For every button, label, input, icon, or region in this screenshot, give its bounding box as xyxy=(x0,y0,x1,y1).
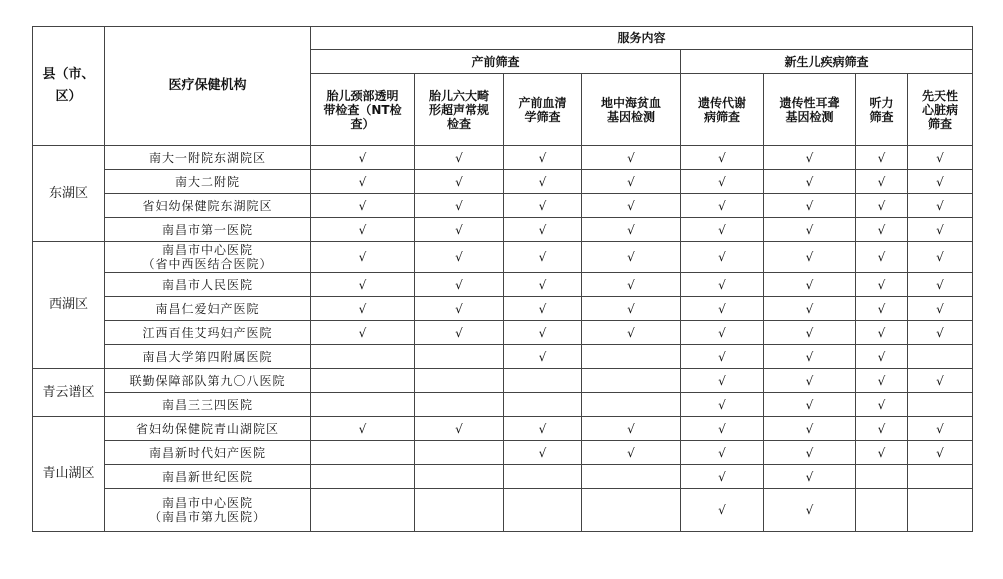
institution-name: 省妇幼保健院青山湖院区 xyxy=(105,417,311,441)
check-mark-cell: √ xyxy=(764,194,856,218)
check-mark-cell xyxy=(415,489,504,532)
check-mark-cell: √ xyxy=(764,146,856,170)
check-mark-cell: √ xyxy=(856,417,908,441)
check-mark-cell: √ xyxy=(582,218,681,242)
check-mark-cell xyxy=(582,345,681,369)
check-mark-cell: √ xyxy=(311,194,415,218)
check-mark-cell: √ xyxy=(311,321,415,345)
check-mark-cell xyxy=(582,489,681,532)
check-mark-cell: √ xyxy=(681,273,764,297)
check-mark-cell: √ xyxy=(504,273,582,297)
table-row xyxy=(33,297,973,321)
check-mark-cell: √ xyxy=(764,369,856,393)
check-mark-cell: √ xyxy=(856,369,908,393)
check-mark-cell: √ xyxy=(856,242,908,273)
institution-name: 南昌三三四医院 xyxy=(105,393,311,417)
check-mark-cell: √ xyxy=(908,297,973,321)
check-mark-cell xyxy=(504,393,582,417)
header-item-deafness: 遗传性耳聋基因检测 xyxy=(764,74,856,146)
check-mark-cell: √ xyxy=(681,393,764,417)
header-county: 县（市、区） xyxy=(33,27,105,146)
institution-name: 南昌市中心医院 （南昌市第九医院） xyxy=(105,489,311,532)
check-mark-cell xyxy=(311,441,415,465)
check-mark-cell: √ xyxy=(908,417,973,441)
check-mark-cell xyxy=(504,369,582,393)
county-cell: 青山湖区 xyxy=(33,417,105,532)
screening-services-table xyxy=(32,26,973,532)
check-mark-cell: √ xyxy=(582,273,681,297)
check-mark-cell: √ xyxy=(856,194,908,218)
check-mark-cell: √ xyxy=(582,146,681,170)
check-mark-cell: √ xyxy=(582,170,681,194)
check-mark-cell xyxy=(856,465,908,489)
check-mark-cell xyxy=(908,489,973,532)
county-cell: 西湖区 xyxy=(33,242,105,369)
header-item-metabolic: 遗传代谢病筛查 xyxy=(681,74,764,146)
table-row xyxy=(33,417,973,441)
check-mark-cell: √ xyxy=(856,297,908,321)
check-mark-cell: √ xyxy=(908,170,973,194)
check-mark-cell: √ xyxy=(764,393,856,417)
check-mark-cell xyxy=(908,345,973,369)
check-mark-cell: √ xyxy=(504,441,582,465)
table-body xyxy=(33,146,973,532)
check-mark-cell: √ xyxy=(856,441,908,465)
check-mark-cell: √ xyxy=(681,194,764,218)
table-row xyxy=(33,146,973,170)
check-mark-cell: √ xyxy=(908,273,973,297)
check-mark-cell: √ xyxy=(764,345,856,369)
check-mark-cell: √ xyxy=(681,218,764,242)
check-mark-cell: √ xyxy=(908,218,973,242)
check-mark-cell: √ xyxy=(681,417,764,441)
table-row xyxy=(33,218,973,242)
table-row xyxy=(33,242,973,273)
header-service-content: 服务内容 xyxy=(311,27,973,50)
check-mark-cell: √ xyxy=(311,170,415,194)
check-mark-cell: √ xyxy=(415,242,504,273)
check-mark-cell xyxy=(908,393,973,417)
check-mark-cell xyxy=(582,465,681,489)
check-mark-cell: √ xyxy=(856,273,908,297)
check-mark-cell: √ xyxy=(415,194,504,218)
header-item-ultrasound: 胎儿六大畸形超声常规检查 xyxy=(415,74,504,146)
header-item-hearing: 听力筛查 xyxy=(856,74,908,146)
institution-name: 省妇幼保健院东湖院区 xyxy=(105,194,311,218)
check-mark-cell xyxy=(415,369,504,393)
check-mark-cell: √ xyxy=(764,297,856,321)
check-mark-cell xyxy=(311,393,415,417)
institution-name: 南昌大学第四附属医院 xyxy=(105,345,311,369)
header-item-serum: 产前血清学筛查 xyxy=(504,74,582,146)
check-mark-cell xyxy=(582,393,681,417)
check-mark-cell: √ xyxy=(504,417,582,441)
check-mark-cell: √ xyxy=(681,170,764,194)
table-row xyxy=(33,170,973,194)
check-mark-cell: √ xyxy=(856,218,908,242)
institution-name: 江西百佳艾玛妇产医院 xyxy=(105,321,311,345)
check-mark-cell xyxy=(415,465,504,489)
check-mark-cell: √ xyxy=(582,441,681,465)
table-row xyxy=(33,345,973,369)
header-item-heart: 先天性心脏病筛查 xyxy=(908,74,973,146)
check-mark-cell xyxy=(415,393,504,417)
check-mark-cell: √ xyxy=(582,242,681,273)
check-mark-cell: √ xyxy=(415,321,504,345)
check-mark-cell: √ xyxy=(681,465,764,489)
check-mark-cell: √ xyxy=(856,170,908,194)
table-row xyxy=(33,465,973,489)
check-mark-cell xyxy=(311,489,415,532)
check-mark-cell: √ xyxy=(504,297,582,321)
check-mark-cell: √ xyxy=(311,273,415,297)
check-mark-cell: √ xyxy=(504,194,582,218)
table-row xyxy=(33,194,973,218)
check-mark-cell: √ xyxy=(764,321,856,345)
check-mark-cell: √ xyxy=(764,170,856,194)
table-row xyxy=(33,393,973,417)
check-mark-cell: √ xyxy=(681,297,764,321)
check-mark-cell xyxy=(856,489,908,532)
check-mark-cell: √ xyxy=(415,417,504,441)
table-row xyxy=(33,321,973,345)
check-mark-cell: √ xyxy=(856,321,908,345)
institution-name: 南大二附院 xyxy=(105,170,311,194)
check-mark-cell: √ xyxy=(908,194,973,218)
check-mark-cell: √ xyxy=(681,345,764,369)
header-item-nt: 胎儿颈部透明带检查（NT检查） xyxy=(311,74,415,146)
county-cell: 东湖区 xyxy=(33,146,105,242)
check-mark-cell: √ xyxy=(311,242,415,273)
check-mark-cell: √ xyxy=(764,273,856,297)
check-mark-cell: √ xyxy=(908,146,973,170)
check-mark-cell: √ xyxy=(681,489,764,532)
check-mark-cell: √ xyxy=(908,369,973,393)
check-mark-cell: √ xyxy=(415,146,504,170)
check-mark-cell: √ xyxy=(764,242,856,273)
check-mark-cell: √ xyxy=(415,218,504,242)
check-mark-cell: √ xyxy=(311,146,415,170)
check-mark-cell: √ xyxy=(856,393,908,417)
check-mark-cell: √ xyxy=(582,194,681,218)
header-institution: 医疗保健机构 xyxy=(105,27,311,146)
check-mark-cell: √ xyxy=(764,465,856,489)
check-mark-cell: √ xyxy=(908,242,973,273)
table-row xyxy=(33,489,973,532)
check-mark-cell: √ xyxy=(415,170,504,194)
check-mark-cell xyxy=(311,345,415,369)
check-mark-cell: √ xyxy=(504,321,582,345)
institution-name: 南昌市人民医院 xyxy=(105,273,311,297)
check-mark-cell: √ xyxy=(504,242,582,273)
check-mark-cell: √ xyxy=(415,273,504,297)
check-mark-cell: √ xyxy=(311,417,415,441)
check-mark-cell: √ xyxy=(582,297,681,321)
check-mark-cell: √ xyxy=(504,146,582,170)
table-row xyxy=(33,441,973,465)
check-mark-cell: √ xyxy=(311,218,415,242)
check-mark-cell: √ xyxy=(764,441,856,465)
check-mark-cell: √ xyxy=(415,297,504,321)
institution-name: 南昌新时代妇产医院 xyxy=(105,441,311,465)
check-mark-cell: √ xyxy=(681,321,764,345)
check-mark-cell: √ xyxy=(908,321,973,345)
check-mark-cell: √ xyxy=(856,146,908,170)
county-cell: 青云谱区 xyxy=(33,369,105,417)
check-mark-cell: √ xyxy=(504,170,582,194)
check-mark-cell: √ xyxy=(681,369,764,393)
check-mark-cell: √ xyxy=(764,417,856,441)
check-mark-cell: √ xyxy=(908,441,973,465)
institution-name: 南昌市第一医院 xyxy=(105,218,311,242)
check-mark-cell xyxy=(908,465,973,489)
institution-name: 南昌仁爱妇产医院 xyxy=(105,297,311,321)
institution-name: 联勤保障部队第九〇八医院 xyxy=(105,369,311,393)
check-mark-cell: √ xyxy=(856,345,908,369)
check-mark-cell: √ xyxy=(582,417,681,441)
check-mark-cell: √ xyxy=(681,146,764,170)
institution-name: 南昌新世纪医院 xyxy=(105,465,311,489)
header-item-thalassemia: 地中海贫血基因检测 xyxy=(582,74,681,146)
check-mark-cell: √ xyxy=(764,489,856,532)
check-mark-cell xyxy=(415,441,504,465)
check-mark-cell: √ xyxy=(582,321,681,345)
header-newborn: 新生儿疾病筛查 xyxy=(681,50,973,74)
check-mark-cell xyxy=(311,369,415,393)
check-mark-cell: √ xyxy=(681,242,764,273)
check-mark-cell xyxy=(415,345,504,369)
table-row xyxy=(33,273,973,297)
check-mark-cell xyxy=(504,465,582,489)
header-prenatal: 产前筛查 xyxy=(311,50,681,74)
check-mark-cell: √ xyxy=(681,441,764,465)
check-mark-cell xyxy=(504,489,582,532)
table-row xyxy=(33,369,973,393)
check-mark-cell: √ xyxy=(764,218,856,242)
check-mark-cell xyxy=(582,369,681,393)
check-mark-cell: √ xyxy=(504,345,582,369)
check-mark-cell: √ xyxy=(504,218,582,242)
institution-name: 南昌市中心医院 （省中西医结合医院） xyxy=(105,242,311,273)
check-mark-cell xyxy=(311,465,415,489)
check-mark-cell: √ xyxy=(311,297,415,321)
institution-name: 南大一附院东湖院区 xyxy=(105,146,311,170)
